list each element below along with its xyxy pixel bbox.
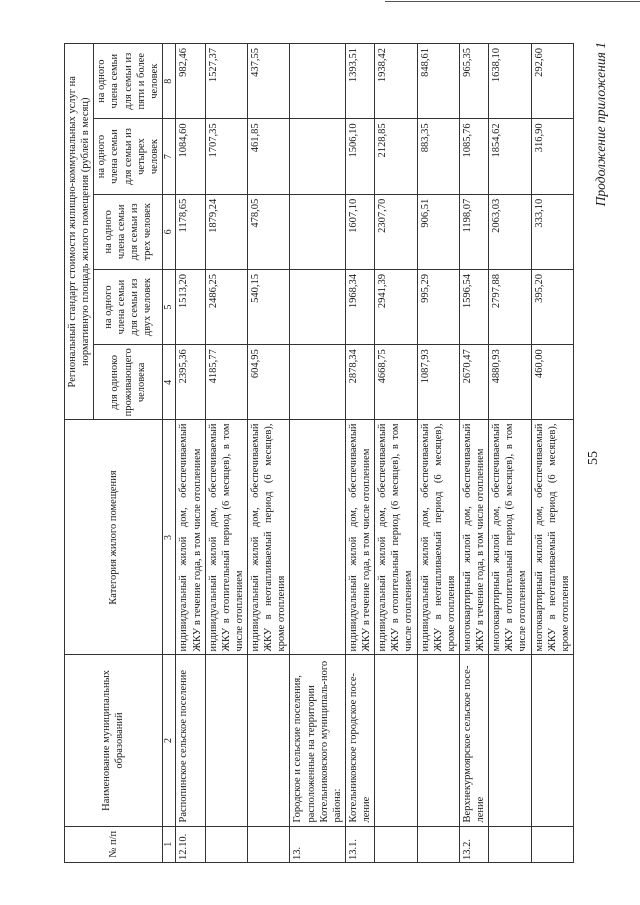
row-index	[375, 826, 417, 862]
row-municipality	[489, 655, 531, 826]
header-col8: на одного члена семьи для семьи из пяти и более человек	[94, 44, 163, 119]
table-row	[205, 44, 247, 863]
table-row	[375, 44, 417, 863]
row-municipality	[417, 655, 459, 826]
row-category: многоквартирный жилой дом, обеспечиваемый ЖКУ в течение года, в том числе отоплением	[459, 420, 488, 655]
row-category: индивидуальный жилой дом, обеспечиваемый ЖКУ в отопительный период (6 месяцев), в том числе отоплением	[375, 420, 417, 655]
value-single: 1087,93	[417, 345, 459, 420]
tariff-table	[64, 43, 574, 863]
row-category: индивидуальный жилой дом, обеспечиваемый ЖКУ в течение года, в том числе отоплением	[176, 420, 205, 655]
row-municipality	[205, 655, 247, 826]
value-five-plus: 292,60	[531, 44, 573, 119]
value-three: 2063,03	[489, 194, 531, 269]
col-number: 7	[162, 119, 176, 194]
table-row	[290, 44, 346, 863]
value-three: 2307,70	[375, 194, 417, 269]
value-five-plus: 437,55	[248, 44, 290, 119]
table-row	[417, 44, 459, 863]
row-index	[531, 826, 573, 862]
value-four: 1707,35	[205, 119, 247, 194]
header-col6: на одного члена семьи для семьи из трех человек	[94, 194, 163, 269]
col-number: 3	[162, 420, 176, 655]
row-municipality	[531, 655, 573, 826]
row-category: индивидуальный жилой дом, обеспечиваемый ЖКУ в неотапливаемый период (6 месяцев), кроме отопления	[248, 420, 290, 655]
row-index	[489, 826, 531, 862]
header-col5: на одного члена семьи для семьи из двух человек	[94, 269, 163, 344]
col-number: 6	[162, 194, 176, 269]
row-municipality: Верхнекурмоярское сельское посе-ление	[459, 655, 488, 826]
col-number: 8	[162, 44, 176, 119]
table-row	[531, 44, 573, 863]
value-single: 4668,75	[375, 345, 417, 420]
value-single: 4880,93	[489, 345, 531, 420]
value-four: 1854,62	[489, 119, 531, 194]
value-two: 540,15	[248, 269, 290, 344]
page-number: 55	[586, 451, 601, 465]
row-category: многоквартирный жилой дом, обеспечиваемый ЖКУ в отопительный период (6 месяцев), в том числе отоплением	[489, 420, 531, 655]
col-number: 4	[162, 345, 176, 420]
value-three: 1879,24	[205, 194, 247, 269]
value-three: 1607,10	[345, 194, 374, 269]
value-five-plus: 1393,51	[345, 44, 374, 119]
value-three: 478,05	[248, 194, 290, 269]
value-four: 461,85	[248, 119, 290, 194]
col-number: 2	[162, 655, 176, 826]
value-five-plus: 982,46	[176, 44, 205, 119]
value-two: 995,29	[417, 269, 459, 344]
value-four: 1084,60	[176, 119, 205, 194]
row-index: 13.2.	[459, 826, 488, 862]
header-standard: Региональный стандарт стоимости жилищно-коммунальных услуг на нормативную площадь жилого помещения (рублей в месяц)	[65, 44, 94, 420]
value-five-plus: 1938,42	[375, 44, 417, 119]
value-three: 1198,07	[459, 194, 488, 269]
value-five-plus: 848,61	[417, 44, 459, 119]
value-four: 1506,10	[345, 119, 374, 194]
value-three: 1178,65	[176, 194, 205, 269]
value-two: 1596,54	[459, 269, 488, 344]
row-municipality: Котельниковское городское посе-ление	[345, 655, 374, 826]
value-four: 316,90	[531, 119, 573, 194]
row-municipality: Распопинское сельское поселение	[176, 655, 205, 826]
table-row	[176, 44, 205, 863]
row-municipality	[375, 655, 417, 826]
value-five-plus: 965,35	[459, 44, 488, 119]
value-two: 395,20	[531, 269, 573, 344]
row-index: 12.10.	[176, 826, 205, 862]
header-col4: для одиноко проживающего человека	[94, 345, 163, 420]
value-five-plus	[290, 44, 346, 119]
col-number: 1	[162, 826, 176, 862]
row-index	[417, 826, 459, 862]
value-single: 2878,34	[345, 345, 374, 420]
row-category: индивидуальный жилой дом, обеспечиваемый ЖКУ в неотапливаемый период (6 месяцев), кроме отопления	[417, 420, 459, 655]
header-name: Наименование муниципальных образований	[65, 655, 163, 826]
row-category: многоквартирный жилой дом, обеспечиваемый ЖКУ в неотапливаемый период (6 месяцев), кроме отопления	[531, 420, 573, 655]
row-municipality: Городское и сельские поселения, расположенные на территории Котельниковского муниципаль-ного района:	[290, 655, 346, 826]
continuation-label: Продолжение приложения 1	[593, 42, 608, 207]
header-category: Категория жилого помещения	[65, 420, 163, 655]
row-index	[205, 826, 247, 862]
value-four: 1085,76	[459, 119, 488, 194]
value-single: 460,00	[531, 345, 573, 420]
value-four: 883,35	[417, 119, 459, 194]
row-category: индивидуальный жилой дом, обеспечиваемый ЖКУ в течение года, в том числе отоплением	[345, 420, 374, 655]
value-single: 2670,47	[459, 345, 488, 420]
value-three: 906,51	[417, 194, 459, 269]
header-col7: на одного члена семьи для семьи из четырех человек	[94, 119, 163, 194]
value-two: 1513,20	[176, 269, 205, 344]
value-two: 2486,25	[205, 269, 247, 344]
row-category: индивидуальный жилой дом, обеспечиваемый ЖКУ в отопительный период (6 месяцев), в том числе отоплением	[205, 420, 247, 655]
row-category	[290, 420, 346, 655]
value-two: 1968,34	[345, 269, 374, 344]
row-index: 13.1.	[345, 826, 374, 862]
table-row	[489, 44, 531, 863]
table-row	[345, 44, 374, 863]
value-single: 4185,77	[205, 345, 247, 420]
value-four: 2128,85	[375, 119, 417, 194]
row-index	[248, 826, 290, 862]
header-num: № п/п	[65, 826, 163, 862]
value-four	[290, 119, 346, 194]
table-row	[248, 44, 290, 863]
value-single	[290, 345, 346, 420]
value-three: 333,10	[531, 194, 573, 269]
value-three	[290, 194, 346, 269]
value-two: 2941,39	[375, 269, 417, 344]
value-five-plus: 1638,10	[489, 44, 531, 119]
col-number: 5	[162, 269, 176, 344]
value-single: 604,95	[248, 345, 290, 420]
value-single: 2395,36	[176, 345, 205, 420]
row-index: 13.	[290, 826, 346, 862]
row-municipality	[248, 655, 290, 826]
value-two	[290, 269, 346, 344]
value-five-plus: 1527,37	[205, 44, 247, 119]
value-two: 2797,88	[489, 269, 531, 344]
table-row	[459, 44, 488, 863]
